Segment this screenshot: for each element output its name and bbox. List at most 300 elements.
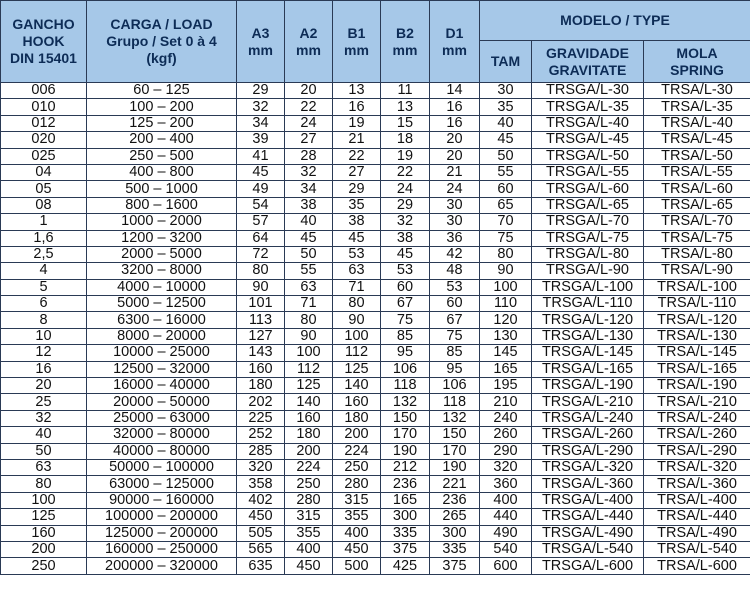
a3-cell: 358: [237, 476, 285, 492]
gravidade-model-cell: TRSGA/L-60: [532, 181, 644, 197]
gancho-cell: 40: [1, 427, 87, 443]
header-modelo: MODELO / TYPE: [480, 1, 750, 41]
header-carga: [87, 1, 237, 83]
gancho-cell: 80: [1, 476, 87, 492]
carga-cell: 25000 – 63000: [87, 410, 237, 426]
a2-cell: 38: [285, 197, 333, 213]
gravidade-model-cell: TRSGA/L-90: [532, 263, 644, 279]
mola-model-cell: TRSA/L-80: [644, 246, 750, 262]
b1-cell: 90: [333, 312, 381, 328]
header-a2: [285, 1, 333, 83]
b2-cell: 67: [381, 296, 430, 312]
a3-cell: 90: [237, 279, 285, 295]
d1-cell: 48: [430, 263, 480, 279]
d1-cell: 36: [430, 230, 480, 246]
d1-cell: 60: [430, 296, 480, 312]
a3-cell: 32: [237, 99, 285, 115]
b2-cell: 60: [381, 279, 430, 295]
d1-cell: 106: [430, 378, 480, 394]
a2-cell: 180: [285, 427, 333, 443]
gancho-cell: 05: [1, 181, 87, 197]
tam-cell: 90: [480, 263, 532, 279]
carga-cell: 100 – 200: [87, 99, 237, 115]
mola-model-cell: TRSA/L-50: [644, 148, 750, 164]
gancho-cell: 08: [1, 197, 87, 213]
carga-cell: 500 – 1000: [87, 181, 237, 197]
table-row: [1, 525, 750, 541]
b1-cell: 13: [333, 83, 381, 99]
mola-model-cell: TRSA/L-70: [644, 214, 750, 230]
b2-cell: 45: [381, 246, 430, 262]
a2-cell: 140: [285, 394, 333, 410]
a3-cell: 225: [237, 410, 285, 426]
gravidade-model-cell: TRSGA/L-240: [532, 410, 644, 426]
d1-cell: 20: [430, 132, 480, 148]
a3-cell: 565: [237, 541, 285, 557]
carga-cell: 125 – 200: [87, 115, 237, 131]
carga-cell: 4000 – 10000: [87, 279, 237, 295]
b1-cell: 63: [333, 263, 381, 279]
a2-cell: 22: [285, 99, 333, 115]
a3-cell: 180: [237, 378, 285, 394]
gravidade-model-cell: TRSGA/L-75: [532, 230, 644, 246]
gravidade-model-cell: TRSGA/L-260: [532, 427, 644, 443]
gancho-cell: 32: [1, 410, 87, 426]
gravidade-model-cell: TRSGA/L-30: [532, 83, 644, 99]
mola-model-cell: TRSA/L-30: [644, 83, 750, 99]
b1-cell: 71: [333, 279, 381, 295]
b1-cell: 29: [333, 181, 381, 197]
mola-model-cell: TRSA/L-90: [644, 263, 750, 279]
table-row: [1, 263, 750, 279]
d1-cell: 75: [430, 328, 480, 344]
tam-cell: 120: [480, 312, 532, 328]
d1-cell: 236: [430, 492, 480, 508]
header-gancho-line2: HOOK: [22, 33, 65, 49]
b1-cell: 180: [333, 410, 381, 426]
carga-cell: 16000 – 40000: [87, 378, 237, 394]
gancho-cell: 1: [1, 214, 87, 230]
table-row: [1, 541, 750, 557]
b2-cell: 53: [381, 263, 430, 279]
tam-cell: 400: [480, 492, 532, 508]
header-gravidade-line1: GRAVIDADE: [546, 44, 629, 61]
gancho-cell: 125: [1, 509, 87, 525]
a2-cell: 450: [285, 558, 333, 574]
a2-cell: 63: [285, 279, 333, 295]
b1-cell: 224: [333, 443, 381, 459]
header-d1-unit: mm: [442, 41, 467, 58]
tam-cell: 600: [480, 558, 532, 574]
b1-cell: 400: [333, 525, 381, 541]
table-row: [1, 427, 750, 443]
a2-cell: 50: [285, 246, 333, 262]
gancho-cell: 2,5: [1, 246, 87, 262]
tam-cell: 240: [480, 410, 532, 426]
header-carga-line3: (kgf): [146, 50, 177, 66]
b1-cell: 27: [333, 164, 381, 180]
gravidade-model-cell: TRSGA/L-80: [532, 246, 644, 262]
tam-cell: 490: [480, 525, 532, 541]
gancho-cell: 1,6: [1, 230, 87, 246]
header-d1-label: D1: [445, 24, 464, 41]
gravidade-model-cell: TRSGA/L-290: [532, 443, 644, 459]
header-b2: [381, 1, 430, 83]
header-a3-unit: mm: [248, 41, 273, 58]
mola-model-cell: TRSA/L-360: [644, 476, 750, 492]
b1-cell: 19: [333, 115, 381, 131]
tam-cell: 50: [480, 148, 532, 164]
d1-cell: 132: [430, 410, 480, 426]
gancho-cell: 04: [1, 164, 87, 180]
carga-cell: 12500 – 32000: [87, 361, 237, 377]
header-b2-unit: mm: [392, 41, 418, 58]
gravidade-model-cell: TRSGA/L-145: [532, 345, 644, 361]
d1-cell: 221: [430, 476, 480, 492]
mola-model-cell: TRSA/L-260: [644, 427, 750, 443]
b2-cell: 335: [381, 525, 430, 541]
b2-cell: 22: [381, 164, 430, 180]
gravidade-model-cell: TRSGA/L-100: [532, 279, 644, 295]
mola-model-cell: TRSA/L-190: [644, 378, 750, 394]
tam-cell: 55: [480, 164, 532, 180]
d1-cell: 170: [430, 443, 480, 459]
gravidade-model-cell: TRSGA/L-490: [532, 525, 644, 541]
b2-cell: 132: [381, 394, 430, 410]
a2-cell: 90: [285, 328, 333, 344]
a2-cell: 224: [285, 459, 333, 475]
a3-cell: 41: [237, 148, 285, 164]
table-row: [1, 181, 750, 197]
gancho-cell: 10: [1, 328, 87, 344]
d1-cell: 265: [430, 509, 480, 525]
mola-model-cell: TRSA/L-45: [644, 132, 750, 148]
gancho-cell: 250: [1, 558, 87, 574]
b2-cell: 165: [381, 492, 430, 508]
gravidade-model-cell: TRSGA/L-35: [532, 99, 644, 115]
gravidade-model-cell: TRSGA/L-70: [532, 214, 644, 230]
table-row: [1, 345, 750, 361]
mola-model-cell: TRSA/L-75: [644, 230, 750, 246]
d1-cell: 375: [430, 558, 480, 574]
header-d1: [430, 1, 480, 83]
a3-cell: 285: [237, 443, 285, 459]
table-row: [1, 132, 750, 148]
b1-cell: 22: [333, 148, 381, 164]
tam-cell: 360: [480, 476, 532, 492]
a3-cell: 113: [237, 312, 285, 328]
tam-cell: 45: [480, 132, 532, 148]
tam-cell: 80: [480, 246, 532, 262]
gancho-cell: 025: [1, 148, 87, 164]
tam-cell: 35: [480, 99, 532, 115]
tam-cell: 165: [480, 361, 532, 377]
header-carga-line2: Grupo / Set 0 à 4: [106, 33, 217, 49]
a2-cell: 24: [285, 115, 333, 131]
a2-cell: 27: [285, 132, 333, 148]
gancho-cell: 160: [1, 525, 87, 541]
a3-cell: 450: [237, 509, 285, 525]
b1-cell: 35: [333, 197, 381, 213]
gancho-cell: 5: [1, 279, 87, 295]
a2-cell: 40: [285, 214, 333, 230]
a2-cell: 100: [285, 345, 333, 361]
mola-model-cell: TRSA/L-290: [644, 443, 750, 459]
tam-cell: 130: [480, 328, 532, 344]
d1-cell: 300: [430, 525, 480, 541]
tam-cell: 540: [480, 541, 532, 557]
header-gravidade: [532, 41, 644, 83]
gancho-cell: 25: [1, 394, 87, 410]
gravidade-model-cell: TRSGA/L-120: [532, 312, 644, 328]
b2-cell: 19: [381, 148, 430, 164]
b1-cell: 21: [333, 132, 381, 148]
header-a3: [237, 1, 285, 83]
a2-cell: 112: [285, 361, 333, 377]
mola-model-cell: TRSA/L-490: [644, 525, 750, 541]
carga-cell: 5000 – 12500: [87, 296, 237, 312]
carga-cell: 125000 – 200000: [87, 525, 237, 541]
mola-model-cell: TRSA/L-145: [644, 345, 750, 361]
d1-cell: 42: [430, 246, 480, 262]
b2-cell: 15: [381, 115, 430, 131]
d1-cell: 16: [430, 99, 480, 115]
table-row: [1, 99, 750, 115]
b2-cell: 13: [381, 99, 430, 115]
gancho-cell: 4: [1, 263, 87, 279]
b2-cell: 38: [381, 230, 430, 246]
a2-cell: 80: [285, 312, 333, 328]
table-row: [1, 476, 750, 492]
gravidade-model-cell: TRSGA/L-400: [532, 492, 644, 508]
b2-cell: 75: [381, 312, 430, 328]
header-carga-line1: CARGA / LOAD: [110, 16, 213, 32]
a3-cell: 80: [237, 263, 285, 279]
table-body: [1, 83, 750, 575]
tam-cell: 110: [480, 296, 532, 312]
carga-cell: 800 – 1600: [87, 197, 237, 213]
tam-cell: 60: [480, 181, 532, 197]
mola-model-cell: TRSA/L-55: [644, 164, 750, 180]
table-row: [1, 328, 750, 344]
header-gancho: [1, 1, 87, 83]
gravidade-model-cell: TRSGA/L-540: [532, 541, 644, 557]
b1-cell: 200: [333, 427, 381, 443]
a3-cell: 49: [237, 181, 285, 197]
table-row: [1, 115, 750, 131]
gravidade-model-cell: TRSGA/L-600: [532, 558, 644, 574]
b2-cell: 24: [381, 181, 430, 197]
table-row: [1, 459, 750, 475]
gravidade-model-cell: TRSGA/L-50: [532, 148, 644, 164]
mola-model-cell: TRSA/L-400: [644, 492, 750, 508]
table-row: [1, 378, 750, 394]
tam-cell: 40: [480, 115, 532, 131]
table-row: [1, 558, 750, 574]
gancho-cell: 20: [1, 378, 87, 394]
a3-cell: 57: [237, 214, 285, 230]
a3-cell: 64: [237, 230, 285, 246]
d1-cell: 335: [430, 541, 480, 557]
gravidade-model-cell: TRSGA/L-165: [532, 361, 644, 377]
b1-cell: 80: [333, 296, 381, 312]
gancho-cell: 010: [1, 99, 87, 115]
table-row: [1, 164, 750, 180]
header-a2-label: A2: [299, 24, 318, 41]
gravidade-model-cell: TRSGA/L-65: [532, 197, 644, 213]
b2-cell: 170: [381, 427, 430, 443]
d1-cell: 67: [430, 312, 480, 328]
b2-cell: 190: [381, 443, 430, 459]
gancho-cell: 16: [1, 361, 87, 377]
b2-cell: 118: [381, 378, 430, 394]
table-row: [1, 230, 750, 246]
mola-model-cell: TRSA/L-100: [644, 279, 750, 295]
b2-cell: 85: [381, 328, 430, 344]
mola-model-cell: TRSA/L-240: [644, 410, 750, 426]
carga-cell: 1200 – 3200: [87, 230, 237, 246]
b1-cell: 280: [333, 476, 381, 492]
a3-cell: 101: [237, 296, 285, 312]
header-mola-line2: SPRING: [670, 61, 724, 78]
b1-cell: 315: [333, 492, 381, 508]
carga-cell: 6300 – 16000: [87, 312, 237, 328]
a3-cell: 143: [237, 345, 285, 361]
b1-cell: 500: [333, 558, 381, 574]
gravidade-model-cell: TRSGA/L-210: [532, 394, 644, 410]
table-row: [1, 83, 750, 99]
tam-cell: 440: [480, 509, 532, 525]
d1-cell: 21: [430, 164, 480, 180]
table-row: [1, 410, 750, 426]
header-b1-label: B1: [347, 24, 366, 41]
gancho-cell: 012: [1, 115, 87, 131]
carga-cell: 100000 – 200000: [87, 509, 237, 525]
carga-cell: 3200 – 8000: [87, 263, 237, 279]
tam-cell: 145: [480, 345, 532, 361]
carga-cell: 400 – 800: [87, 164, 237, 180]
header-mola-line1: MOLA: [676, 44, 718, 61]
b1-cell: 160: [333, 394, 381, 410]
gravidade-model-cell: TRSGA/L-45: [532, 132, 644, 148]
b1-cell: 45: [333, 230, 381, 246]
a3-cell: 72: [237, 246, 285, 262]
tam-cell: 195: [480, 378, 532, 394]
carga-cell: 250 – 500: [87, 148, 237, 164]
gancho-cell: 200: [1, 541, 87, 557]
tam-cell: 70: [480, 214, 532, 230]
b1-cell: 355: [333, 509, 381, 525]
header-a2-unit: mm: [296, 41, 321, 58]
table-row: [1, 197, 750, 213]
b2-cell: 212: [381, 459, 430, 475]
mola-model-cell: TRSA/L-440: [644, 509, 750, 525]
a2-cell: 34: [285, 181, 333, 197]
gancho-cell: 63: [1, 459, 87, 475]
gancho-cell: 12: [1, 345, 87, 361]
tam-cell: 320: [480, 459, 532, 475]
d1-cell: 30: [430, 197, 480, 213]
carga-cell: 50000 – 100000: [87, 459, 237, 475]
a2-cell: 400: [285, 541, 333, 557]
b2-cell: 95: [381, 345, 430, 361]
carga-cell: 10000 – 25000: [87, 345, 237, 361]
d1-cell: 20: [430, 148, 480, 164]
a3-cell: 320: [237, 459, 285, 475]
b2-cell: 11: [381, 83, 430, 99]
a3-cell: 29: [237, 83, 285, 99]
table-row: [1, 279, 750, 295]
header-gravidade-line2: GRAVITATE: [548, 61, 627, 78]
gravidade-model-cell: TRSGA/L-40: [532, 115, 644, 131]
gravidade-model-cell: TRSGA/L-440: [532, 509, 644, 525]
carga-cell: 200 – 400: [87, 132, 237, 148]
a3-cell: 202: [237, 394, 285, 410]
b2-cell: 29: [381, 197, 430, 213]
tam-cell: 290: [480, 443, 532, 459]
gancho-cell: 50: [1, 443, 87, 459]
a2-cell: 20: [285, 83, 333, 99]
gancho-cell: 100: [1, 492, 87, 508]
carga-cell: 1000 – 2000: [87, 214, 237, 230]
b1-cell: 140: [333, 378, 381, 394]
header-mola: [644, 41, 750, 83]
b1-cell: 450: [333, 541, 381, 557]
d1-cell: 14: [430, 83, 480, 99]
a2-cell: 280: [285, 492, 333, 508]
table-row: [1, 312, 750, 328]
b2-cell: 18: [381, 132, 430, 148]
a3-cell: 252: [237, 427, 285, 443]
a2-cell: 125: [285, 378, 333, 394]
table-row: [1, 361, 750, 377]
table-row: [1, 148, 750, 164]
b1-cell: 38: [333, 214, 381, 230]
mola-model-cell: TRSA/L-320: [644, 459, 750, 475]
tam-cell: 210: [480, 394, 532, 410]
b2-cell: 236: [381, 476, 430, 492]
a2-cell: 200: [285, 443, 333, 459]
mola-model-cell: TRSA/L-110: [644, 296, 750, 312]
tam-cell: 260: [480, 427, 532, 443]
table-row: [1, 296, 750, 312]
d1-cell: 30: [430, 214, 480, 230]
b1-cell: 112: [333, 345, 381, 361]
header-gancho-line3: DIN 15401: [10, 50, 77, 66]
mola-model-cell: TRSA/L-40: [644, 115, 750, 131]
a3-cell: 505: [237, 525, 285, 541]
d1-cell: 24: [430, 181, 480, 197]
tam-cell: 30: [480, 83, 532, 99]
gancho-cell: 020: [1, 132, 87, 148]
a3-cell: 54: [237, 197, 285, 213]
a2-cell: 32: [285, 164, 333, 180]
d1-cell: 190: [430, 459, 480, 475]
a3-cell: 635: [237, 558, 285, 574]
mola-model-cell: TRSA/L-35: [644, 99, 750, 115]
b1-cell: 125: [333, 361, 381, 377]
carga-cell: 63000 – 125000: [87, 476, 237, 492]
a3-cell: 34: [237, 115, 285, 131]
table-row: [1, 394, 750, 410]
table-row: [1, 246, 750, 262]
header-b1-unit: mm: [344, 41, 369, 58]
carga-cell: 8000 – 20000: [87, 328, 237, 344]
carga-cell: 2000 – 5000: [87, 246, 237, 262]
mola-model-cell: TRSA/L-210: [644, 394, 750, 410]
a2-cell: 250: [285, 476, 333, 492]
b1-cell: 16: [333, 99, 381, 115]
